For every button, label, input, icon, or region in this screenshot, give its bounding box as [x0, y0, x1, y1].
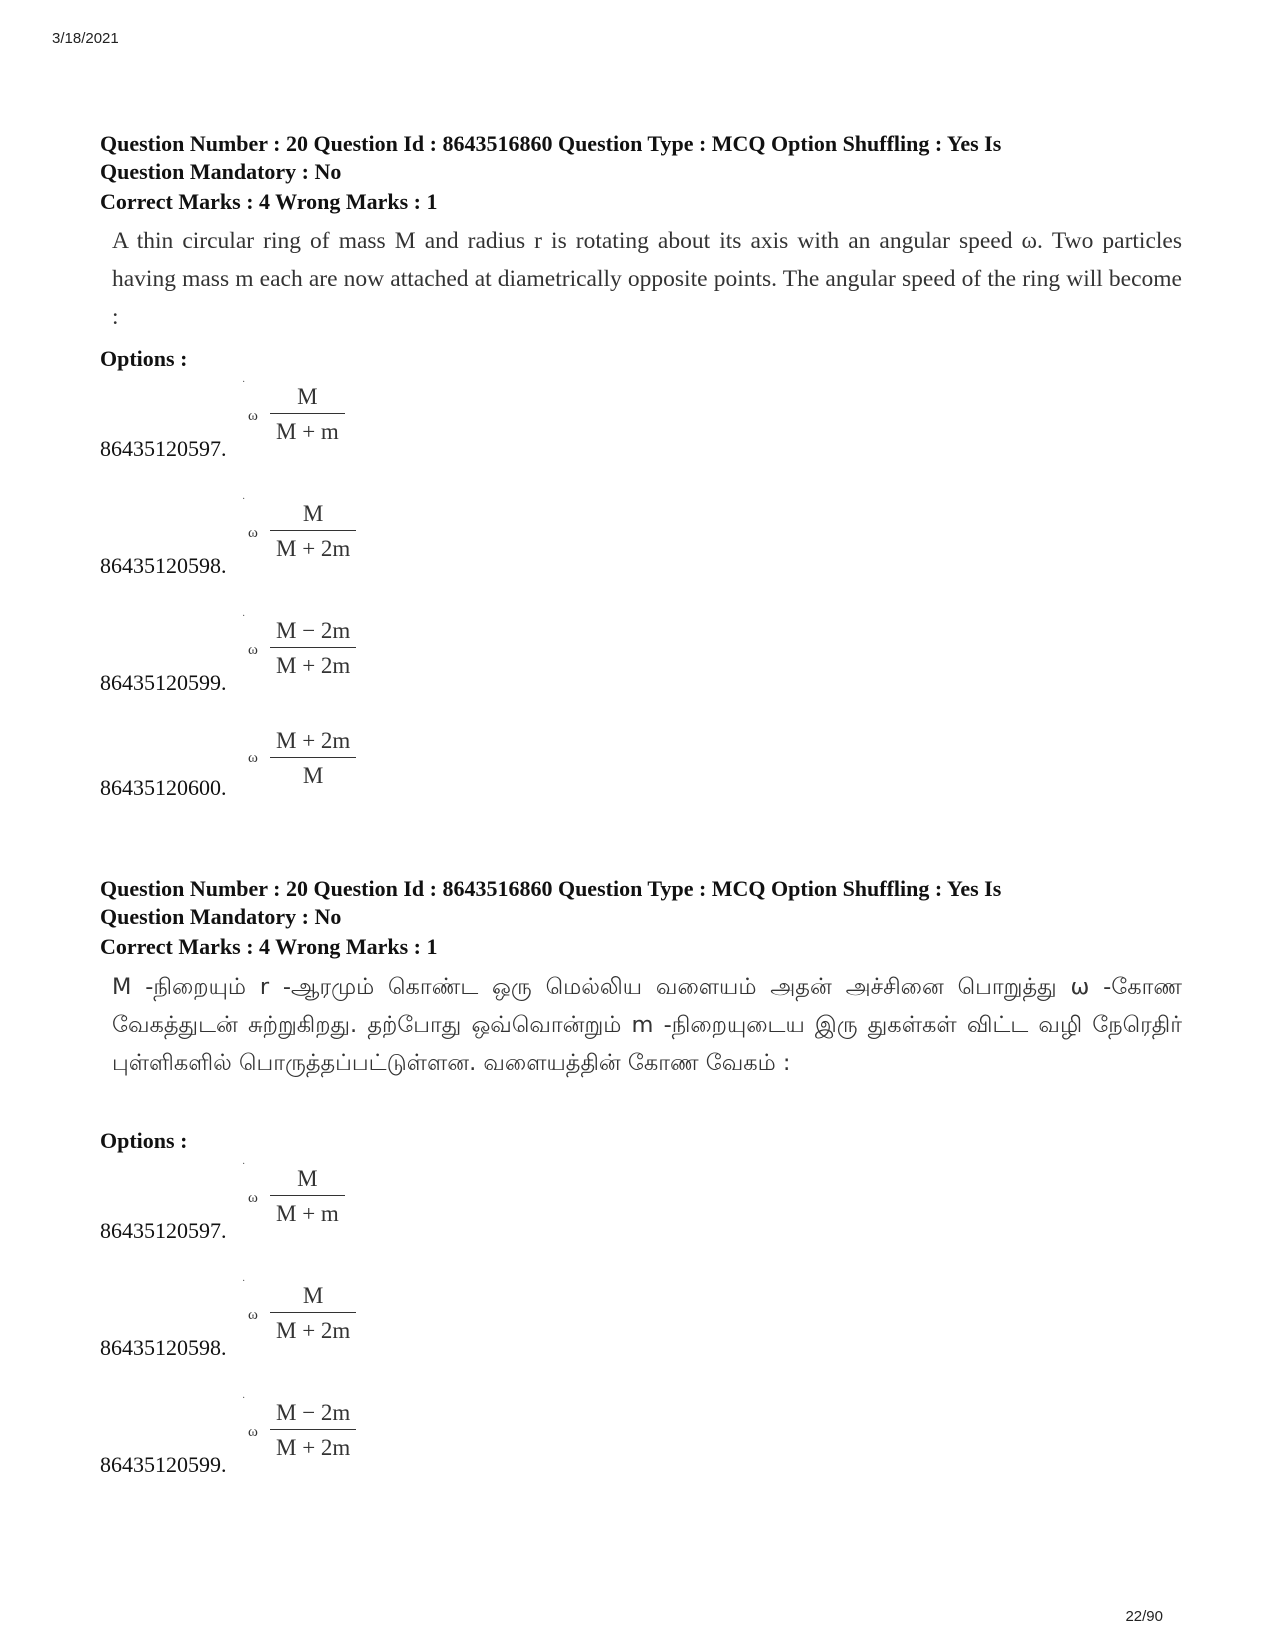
question-header-line1: Question Number : 20 Question Id : 8643516860 Question Type : MCQ Option Shuffling : Yes Is [100, 131, 1002, 156]
omega-symbol: ω [248, 525, 258, 541]
option-marker-dot: · [242, 1393, 246, 1404]
fraction-denominator: M + m [276, 1201, 339, 1226]
option-marker-dot: · [242, 377, 246, 388]
question-header-line2: Question Mandatory : No [100, 904, 342, 929]
option-fraction [270, 1399, 356, 1462]
fraction-denominator: M + 2m [276, 1435, 351, 1460]
marks-line: Correct Marks : 4 Wrong Marks : 1 [100, 189, 438, 214]
question-text: A thin circular ring of mass M and radius r is rotating about its axis with an angular speed ω. Two particles having mass m each are now attached at diametrically opposite points. The angular speed of the ring will become : [112, 228, 1182, 330]
question-header-line1: Question Number : 20 Question Id : 8643516860 Question Type : MCQ Option Shuffling : Yes Is [100, 876, 1002, 901]
option-id: 86435120597. [100, 1218, 227, 1243]
option-marker-dot: · [242, 494, 246, 505]
fraction-denominator: M + 2m [276, 536, 351, 561]
option-id: 86435120597. [100, 436, 227, 461]
omega-symbol: ω [248, 1190, 258, 1206]
question-header [100, 875, 1180, 931]
option-id: 86435120599. [100, 1452, 227, 1477]
omega-symbol: ω [248, 1424, 258, 1440]
options-label: Options : [100, 1128, 188, 1153]
question-text-tamil: M -நிறையும் r -ஆரமும் கொண்ட ஒரு மெல்லிய வளையம் அதன் அச்சினை பொறுத்து ω -கோண வேகத்துடன் சுற்றுகிறது. தற்போது ஒவ்வொன்றும் m -நிறையுடைய இரு துகள்கள் விட்ட வழி நேரெதிர் புள்ளிகளில் பொருத்தப்பட்டுள்ளன. வளையத்தின் கோண வேகம் : [112, 974, 1182, 1076]
option-fraction [270, 500, 356, 563]
omega-symbol: ω [248, 642, 258, 658]
option-marker-dot: · [242, 611, 246, 622]
fraction-denominator: M [302, 763, 324, 788]
option-id: 86435120598. [100, 553, 227, 578]
page-number: 22/90 [1125, 1608, 1163, 1625]
fraction-numerator: M − 2m [276, 1400, 351, 1425]
fraction-denominator: M + 2m [276, 653, 351, 678]
option-fraction [270, 1282, 356, 1345]
print-date: 3/18/2021 [52, 30, 119, 47]
fraction-denominator: M + 2m [276, 1318, 351, 1343]
option-fraction [270, 1165, 345, 1228]
fraction-denominator: M + m [276, 419, 339, 444]
option-fraction [270, 383, 345, 446]
question-header-line2: Question Mandatory : No [100, 159, 342, 184]
omega-symbol: ω [248, 1307, 258, 1323]
option-marker-dot: · [242, 1159, 246, 1170]
fraction-numerator: M [297, 384, 318, 409]
option-id: 86435120598. [100, 1335, 227, 1360]
option-fraction [270, 727, 356, 790]
option-id: 86435120599. [100, 670, 227, 695]
option-fraction [270, 617, 356, 680]
fraction-numerator: M [302, 1283, 324, 1308]
fraction-numerator: M − 2m [276, 618, 351, 643]
omega-symbol: ω [248, 408, 258, 424]
option-marker-dot: · [242, 1276, 246, 1287]
marks-line: Correct Marks : 4 Wrong Marks : 1 [100, 934, 438, 959]
omega-symbol: ω [248, 750, 258, 766]
options-label: Options : [100, 346, 188, 371]
fraction-numerator: M [297, 1166, 318, 1191]
fraction-numerator: M + 2m [276, 728, 351, 753]
option-id: 86435120600. [100, 775, 227, 800]
question-header [100, 130, 1180, 186]
fraction-numerator: M [302, 501, 324, 526]
